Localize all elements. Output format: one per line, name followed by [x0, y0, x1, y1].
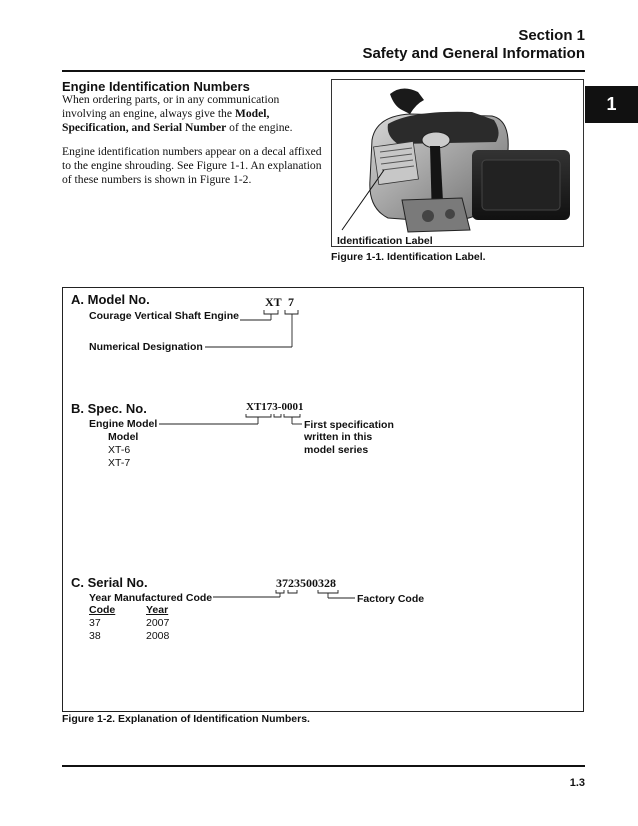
engine-id-paragraph-2: Engine identification numbers appear on a decal affixed to the engine shrouding. See Figure 1-1. An explanation of these numbers is shown in Figure 1-2. [62, 145, 322, 186]
engine-id-heading: Engine Identification Numbers [62, 79, 250, 94]
spec-model-2: XT-7 [108, 457, 131, 469]
spec-model-1: XT-6 [108, 444, 131, 456]
model-label-numerical: Numerical Designation [89, 341, 203, 353]
serial-code: 3723500328 [276, 576, 336, 590]
spec-no-heading: B. Spec. No. [71, 401, 147, 416]
section-number: Section 1 [518, 27, 585, 44]
serial-col-code: Code [89, 604, 116, 616]
serial-row-2-code: 38 [89, 630, 101, 642]
para1-bold-model: Model, [234, 107, 270, 120]
para1-bold-spec-serial: Specification, and Serial Number [62, 121, 227, 134]
para1-text-start: When ordering parts, or in any communication involving an engine, always give the [62, 93, 280, 120]
figure-2-caption: Figure 1-2. Explanation of Identification Numbers. [62, 713, 310, 725]
footer-rule [62, 765, 585, 767]
serial-no-heading: C. Serial No. [71, 575, 148, 590]
spec-right-label-3: model series [304, 444, 369, 456]
spec-right-label-2: written in this [304, 431, 373, 443]
serial-label-year: Year Manufactured Code [89, 592, 213, 604]
serial-col-year: Year [146, 604, 169, 616]
serial-right-label: Factory Code [357, 593, 425, 605]
model-code-number: 7 [288, 295, 294, 309]
model-code-prefix: XT [265, 295, 282, 309]
serial-row-1-year: 2007 [146, 617, 170, 629]
figure-1-caption: Figure 1-1. Identification Label. [331, 251, 486, 263]
photo-label: Identification Label [337, 235, 433, 247]
section-title: Safety and General Information [362, 45, 585, 62]
para1-text-end: of the engine. [226, 121, 293, 134]
page-number: 1.3 [569, 777, 585, 789]
model-label-engine: Courage Vertical Shaft Engine [89, 310, 239, 322]
spec-right-label-1: First specification [304, 419, 394, 431]
serial-row-1-code: 37 [89, 617, 101, 629]
section-tab: 1 [585, 86, 638, 123]
model-no-heading: A. Model No. [71, 292, 150, 307]
spec-model-header: Model [108, 431, 139, 443]
spec-label-engine-model: Engine Model [89, 418, 158, 430]
serial-row-2-year: 2008 [146, 630, 170, 642]
spec-code: XT173-0001 [246, 401, 304, 413]
